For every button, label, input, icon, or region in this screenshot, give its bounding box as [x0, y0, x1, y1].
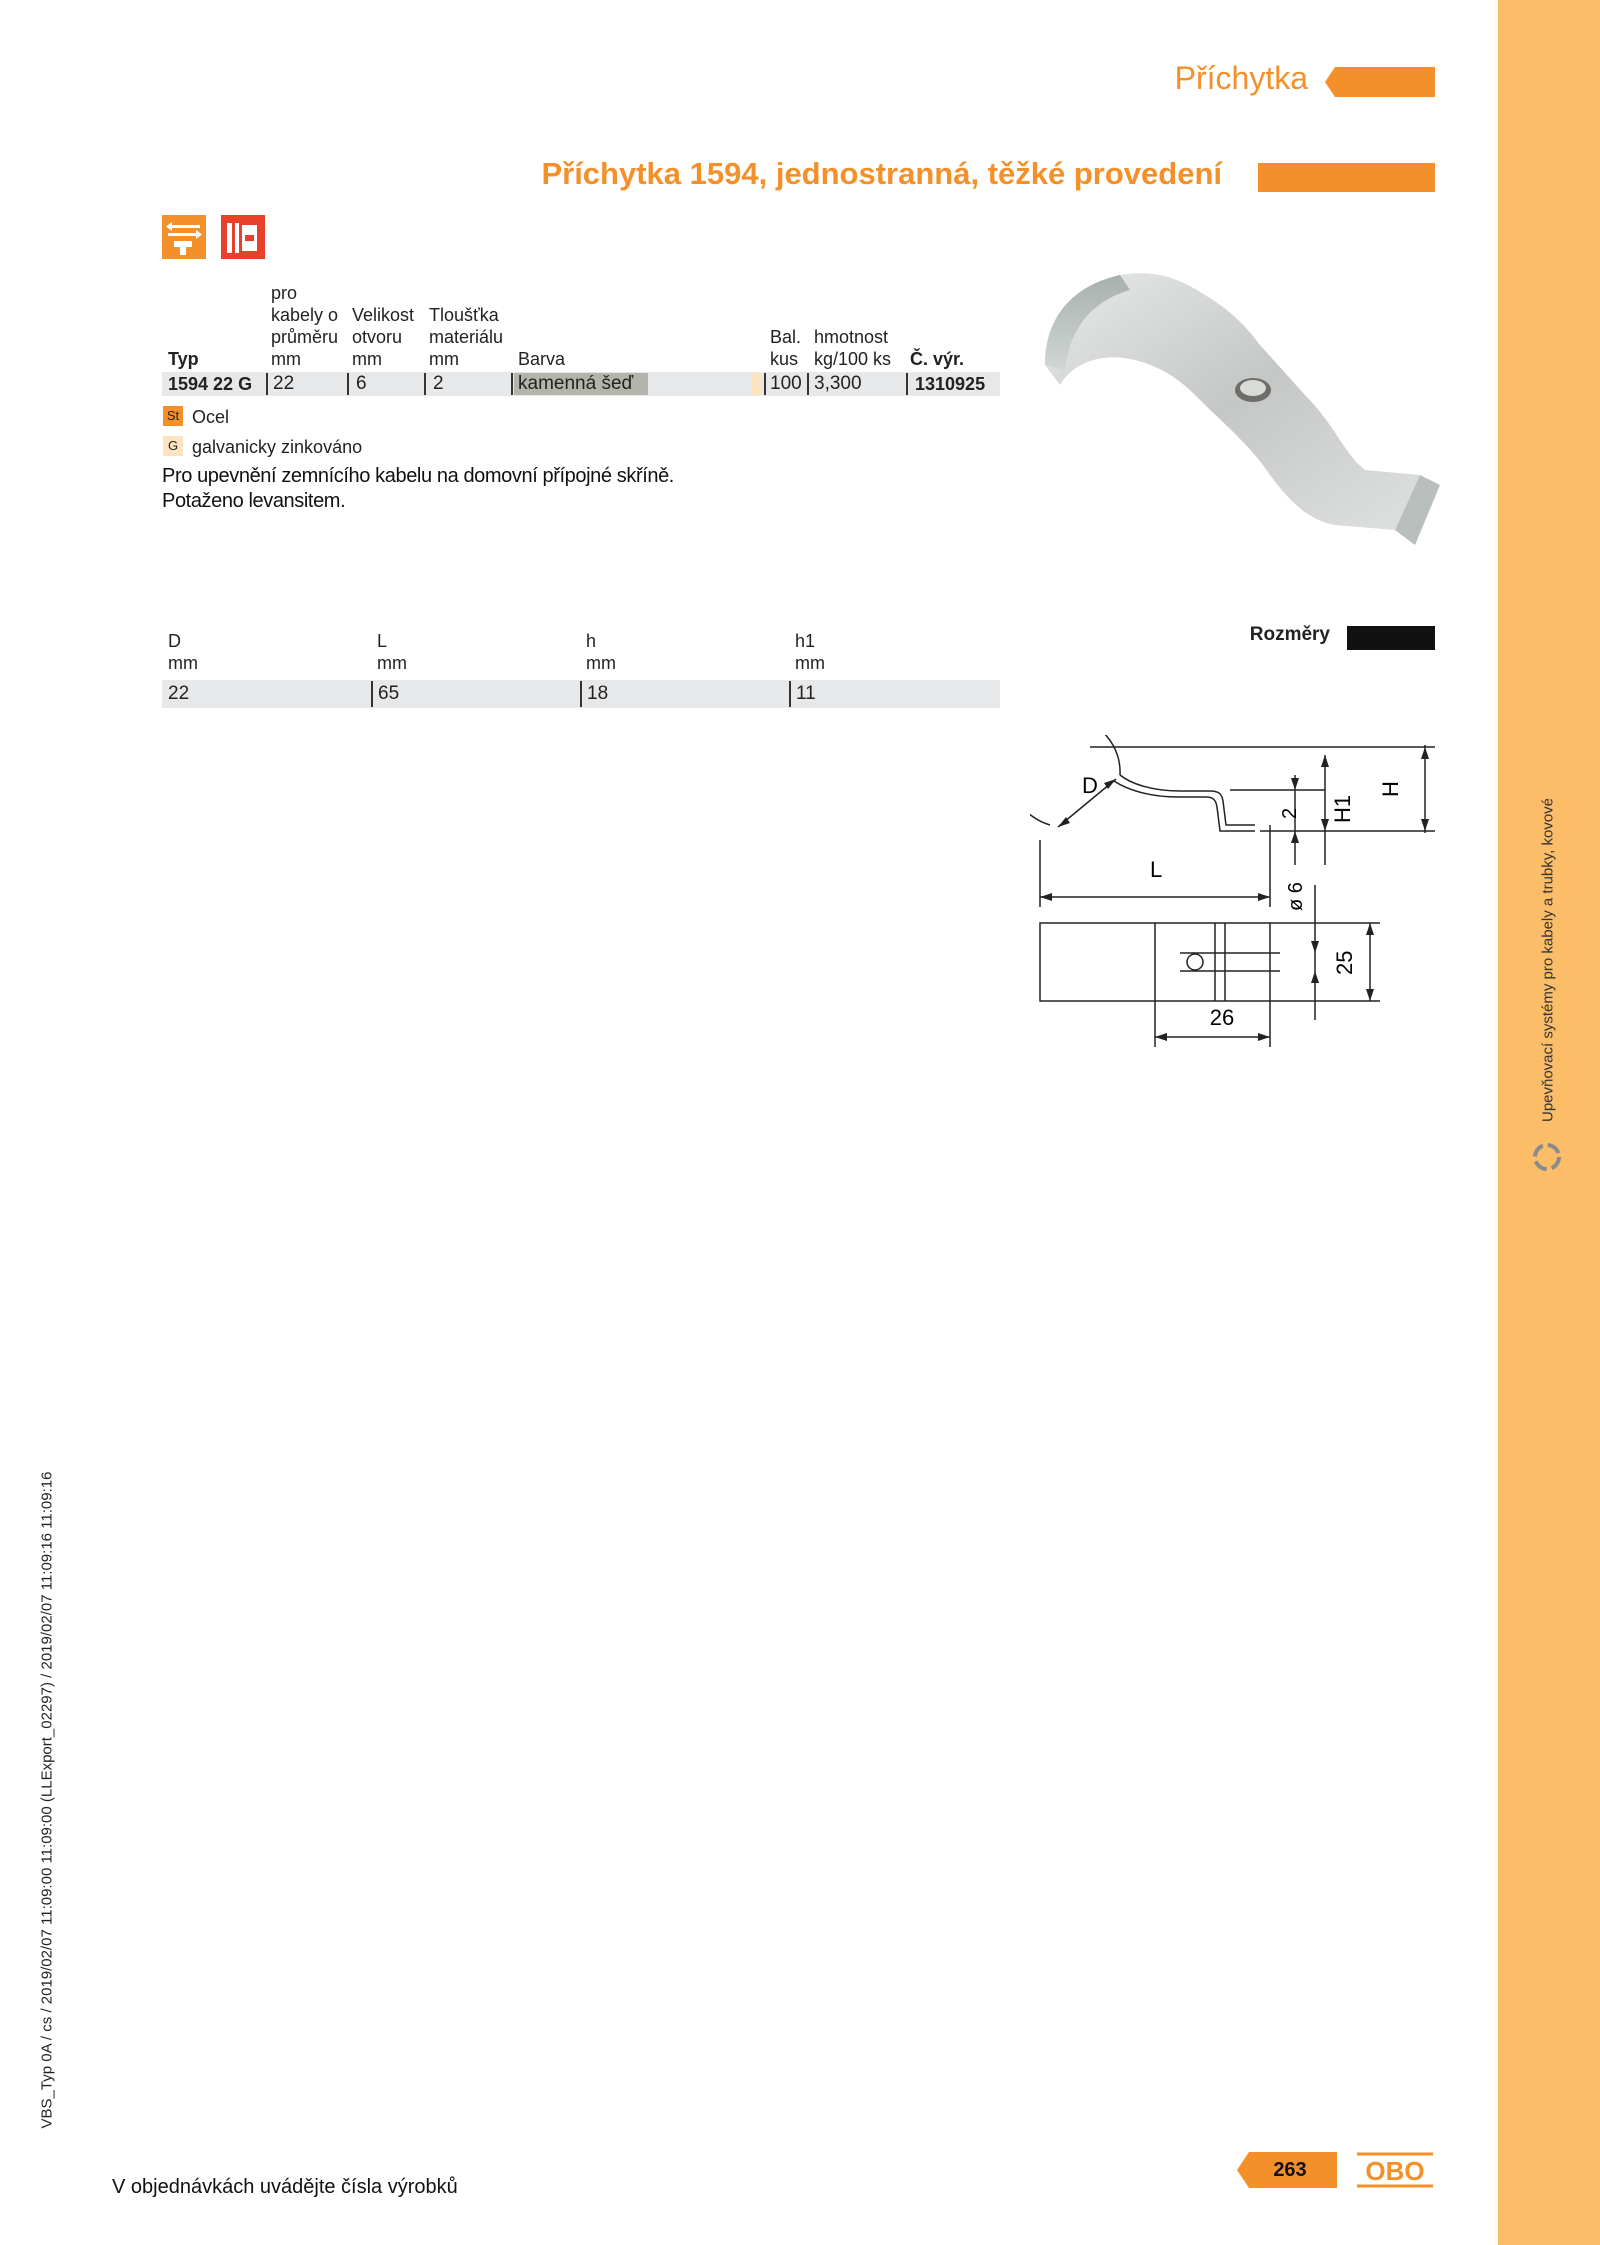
drawing-label-2: 2	[1279, 807, 1301, 819]
row-otvor: 6	[356, 373, 367, 394]
section-title: Příchytka	[1174, 60, 1308, 96]
row-cislo: 1310925	[915, 374, 986, 394]
row-tloustka: 2	[433, 373, 444, 394]
drawing-label-25: 25	[1332, 950, 1357, 975]
drawing-label-d: D	[1082, 773, 1098, 798]
cell-separator	[906, 373, 908, 395]
right-sidebar	[1498, 0, 1600, 2245]
col-hmotnost: hmotnost kg/100 ks	[814, 327, 892, 369]
drawing-label-l: L	[1150, 857, 1163, 882]
fire-safety-icon	[221, 215, 265, 259]
cell-separator	[807, 373, 809, 395]
col-typ: Typ	[168, 349, 199, 369]
col-tloustka: Tloušťka materiálu mm	[429, 305, 504, 369]
export-info-text: VBS_Typ 0A / cs / 2019/02/07 11:09:00 11:09:00 (LLExport_02297) / 2019/02/07 11:09:16 11:09:16	[38, 1471, 56, 2129]
technical-drawing	[1030, 735, 1450, 1055]
col-prumer: pro kabely o průměru mm	[271, 283, 339, 369]
sidebar-category-text: Upevňovací systémy pro kabely a trubky, kovové	[1539, 797, 1557, 1123]
dim-value-h: 18	[587, 683, 609, 704]
dimensions-title: Rozměry	[1249, 624, 1330, 645]
recycle-icon	[1530, 1140, 1564, 1174]
dimensions-title-bar	[1347, 626, 1435, 650]
galvanized-marker	[752, 373, 762, 395]
dim-value-d: 22	[168, 683, 190, 704]
footer-note: V objednávkách uvádějte čísla výrobků	[112, 2176, 458, 2198]
product-photo	[1035, 255, 1445, 565]
cell-separator	[789, 681, 791, 707]
col-barva: Barva	[518, 349, 566, 369]
product-title: Příchytka 1594, jednostranná, těžké provedení	[541, 156, 1222, 191]
drawing-label-h: H	[1378, 781, 1403, 797]
material-label-g: galvanicky zinkováno	[192, 437, 363, 457]
product-description: Pro upevnění zemnícího kabelu na domovní přípojné skříně. Potaženo levansitem.	[162, 465, 674, 512]
page-number: 263	[1273, 2159, 1307, 2181]
col-cislo: Č. výr.	[910, 349, 965, 369]
col-bal: Bal. kus	[770, 327, 802, 369]
dim-header-d: D mm	[168, 631, 198, 673]
cell-separator	[347, 373, 349, 395]
drawing-label-hole: ø 6	[1285, 882, 1307, 911]
col-otvor: Velikost otvoru mm	[352, 305, 415, 369]
screw-fastening-icon	[162, 215, 206, 259]
dim-header-h: h mm	[586, 631, 616, 673]
row-barva: kamenná šeď	[518, 373, 634, 394]
row-hmotnost: 3,300	[814, 373, 862, 394]
dim-header-l: L mm	[377, 631, 407, 673]
dim-header-h1: h1 mm	[795, 631, 825, 673]
dim-value-h1: 11	[796, 683, 816, 704]
cell-separator	[764, 373, 766, 395]
row-prumer: 22	[273, 373, 295, 394]
drawing-label-h1: H1	[1330, 794, 1355, 823]
product-title-bar	[1258, 163, 1435, 192]
cell-separator	[266, 373, 268, 395]
row-bal: 100	[770, 373, 802, 394]
cell-separator	[580, 681, 582, 707]
material-label-st: Ocel	[192, 407, 230, 427]
cell-separator	[424, 373, 426, 395]
section-tab-marker	[1325, 67, 1435, 97]
cell-separator	[511, 373, 513, 395]
drawing-label-26: 26	[1209, 1005, 1235, 1030]
dim-value-l: 65	[378, 683, 400, 704]
row-typ: 1594 22 G	[168, 374, 253, 394]
obo-logo	[1355, 2150, 1435, 2190]
svg-text:OBO: OBO	[1365, 2156, 1425, 2186]
material-code-g: G	[163, 436, 183, 456]
material-code-st: St	[163, 406, 183, 426]
cell-separator	[371, 681, 373, 707]
